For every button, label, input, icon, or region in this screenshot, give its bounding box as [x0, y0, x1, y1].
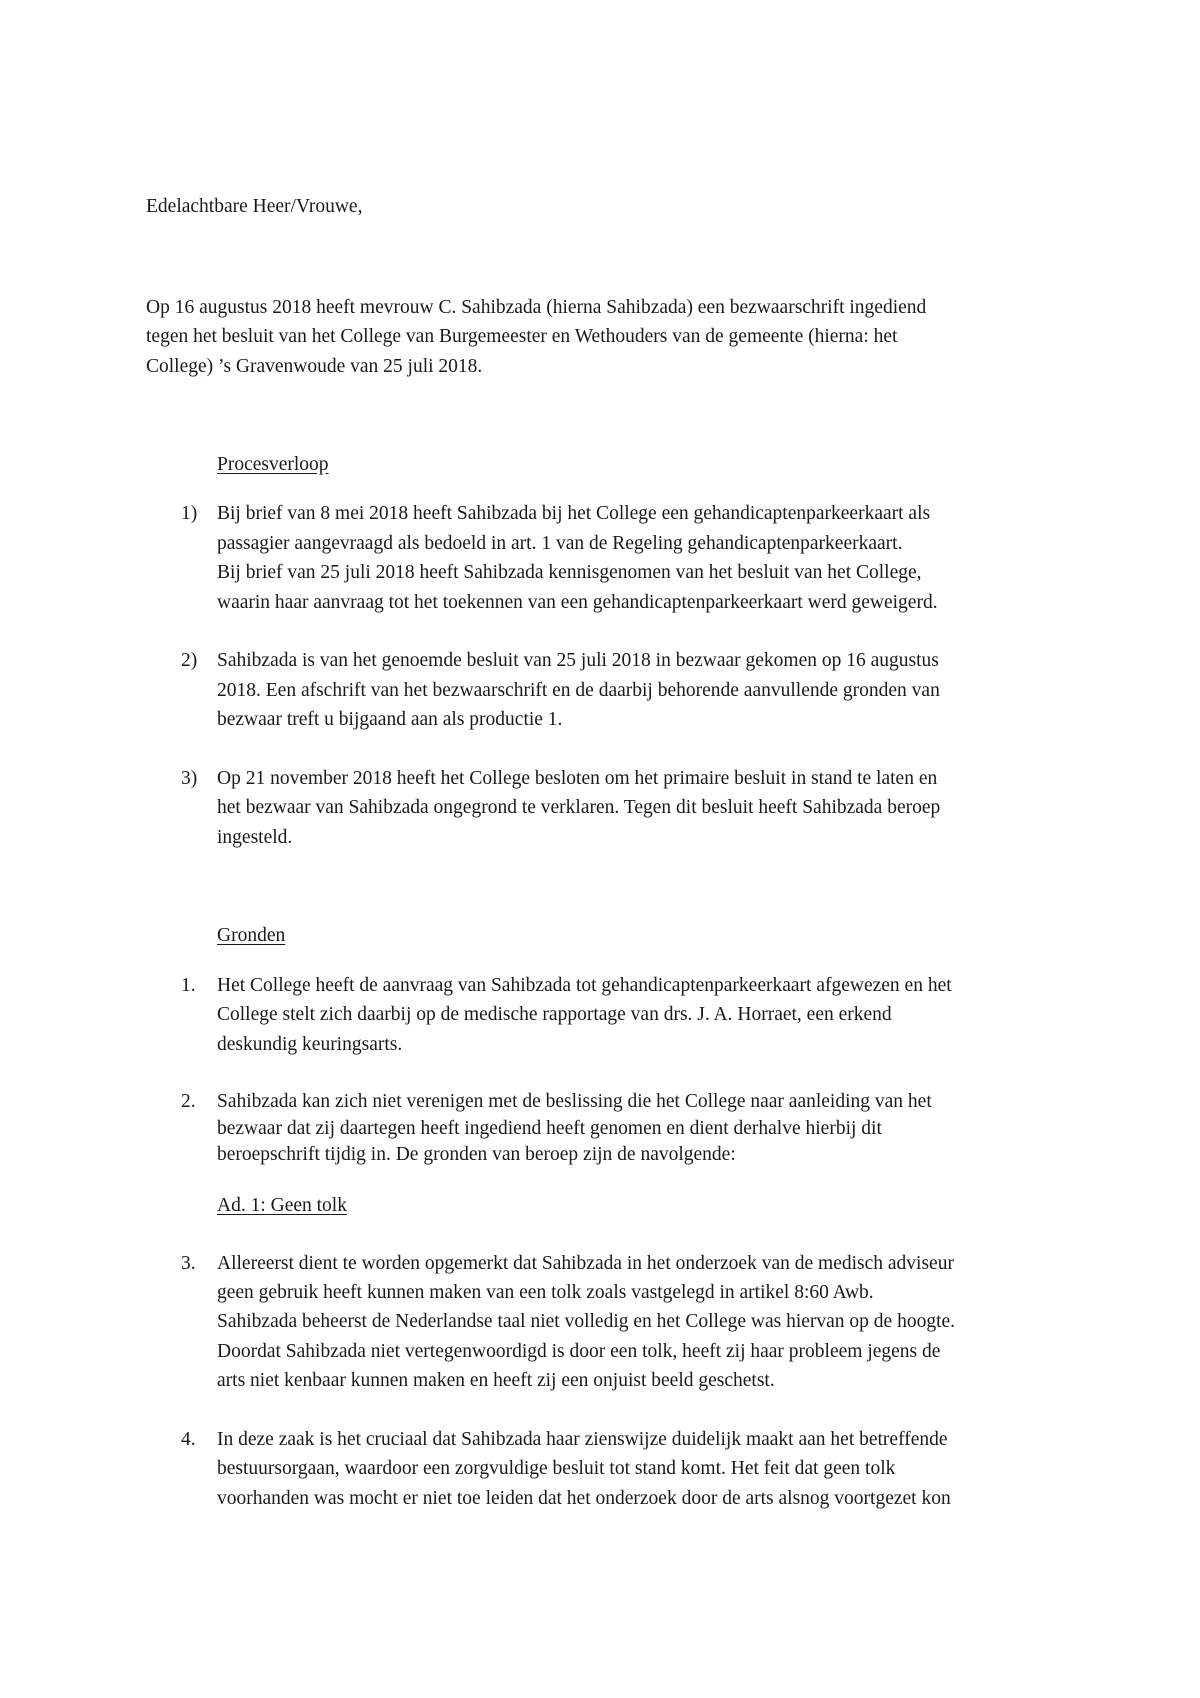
- list-item-number: 2.: [181, 1091, 196, 1112]
- list-item-line: Bij brief van 8 mei 2018 heeft Sahibzada bij het College een gehandicaptenparkeerkaart als: [217, 503, 931, 524]
- list-item-line: bezwaar treft u bijgaand aan als productie 1.: [217, 709, 563, 730]
- list-item-line: geen gebruik heeft kunnen maken van een tolk zoals vastgelegd in artikel 8:60 Awb.: [217, 1282, 874, 1303]
- intro-line: Op 16 augustus 2018 heeft mevrouw C. Sahibzada (hierna Sahibzada) een bezwaarschrift ingediend: [146, 297, 927, 318]
- list-item-line: het bezwaar van Sahibzada ongegrond te verklaren. Tegen dit besluit heeft Sahibzada beroep: [217, 797, 941, 818]
- list-item-number: 1): [181, 503, 198, 524]
- subheading-ad-1: Ad. 1: Geen tolk: [217, 1195, 347, 1216]
- list-item-number: 3.: [181, 1253, 196, 1274]
- list-item-line: bestuursorgaan, waardoor een zorgvuldige besluit tot stand komt. Het feit dat geen tolk: [217, 1458, 896, 1479]
- list-item-number: 1.: [181, 975, 196, 996]
- list-item-line: Doordat Sahibzada niet vertegenwoordigd is door een tolk, heeft zij haar probleem jegens de: [217, 1341, 941, 1362]
- list-item-line: Allereerst dient te worden opgemerkt dat Sahibzada in het onderzoek van de medisch adviseur: [217, 1253, 954, 1274]
- list-item-line: deskundig keuringsarts.: [217, 1034, 403, 1055]
- list-item-line: beroepschrift tijdig in. De gronden van beroep zijn de navolgende:: [217, 1144, 736, 1165]
- list-item-line: Op 21 november 2018 heeft het College besloten om het primaire besluit in stand te laten en: [217, 768, 938, 789]
- list-item-line: Bij brief van 25 juli 2018 heeft Sahibzada kennisgenomen van het besluit van het College,: [217, 562, 922, 583]
- list-item-line: Sahibzada beheerst de Nederlandse taal niet volledig en het College was hiervan op de hoogte.: [217, 1311, 956, 1332]
- list-item-number: 2): [181, 650, 198, 671]
- list-item-line: 2018. Een afschrift van het bezwaarschrift en de daarbij behorende aanvullende gronden van: [217, 680, 940, 701]
- list-item-line: Sahibzada kan zich niet verenigen met de beslissing die het College naar aanleiding van het: [217, 1091, 932, 1112]
- salutation: Edelachtbare Heer/Vrouwe,: [146, 196, 363, 217]
- list-item-line: Sahibzada is van het genoemde besluit van 25 juli 2018 in bezwaar gekomen op 16 augustus: [217, 650, 939, 671]
- section-heading-gronden: Gronden: [217, 925, 286, 946]
- list-item-line: arts niet kenbaar kunnen maken en heeft zij een onjuist beeld geschetst.: [217, 1370, 775, 1391]
- list-item-line: In deze zaak is het cruciaal dat Sahibzada haar zienswijze duidelijk maakt aan het betreffende: [217, 1429, 948, 1450]
- section-heading-procesverloop: Procesverloop: [217, 454, 329, 475]
- intro-line: tegen het besluit van het College van Burgemeester en Wethouders van de gemeente (hierna: het: [146, 326, 898, 347]
- list-item-line: passagier aangevraagd als bedoeld in art. 1 van de Regeling gehandicaptenparkeerkaart.: [217, 533, 903, 554]
- list-item-line: waarin haar aanvraag tot het toekennen van een gehandicaptenparkeerkaart werd geweigerd.: [217, 592, 938, 613]
- list-item-line: College stelt zich daarbij op de medische rapportage van drs. J. A. Horraet, een erkend: [217, 1004, 892, 1025]
- list-item-line: Het College heeft de aanvraag van Sahibzada tot gehandicaptenparkeerkaart afgewezen en het: [217, 975, 952, 996]
- list-item-number: 4.: [181, 1429, 196, 1450]
- list-item-line: ingesteld.: [217, 827, 293, 848]
- list-item-line: bezwaar dat zij daartegen heeft ingediend heeft genomen en dient derhalve hierbij dit: [217, 1118, 882, 1139]
- list-item-number: 3): [181, 768, 198, 789]
- intro-line: College) ’s Gravenwoude van 25 juli 2018.: [146, 356, 483, 377]
- list-item-line: voorhanden was mocht er niet toe leiden dat het onderzoek door de arts alsnog voortgezet kon: [217, 1488, 951, 1509]
